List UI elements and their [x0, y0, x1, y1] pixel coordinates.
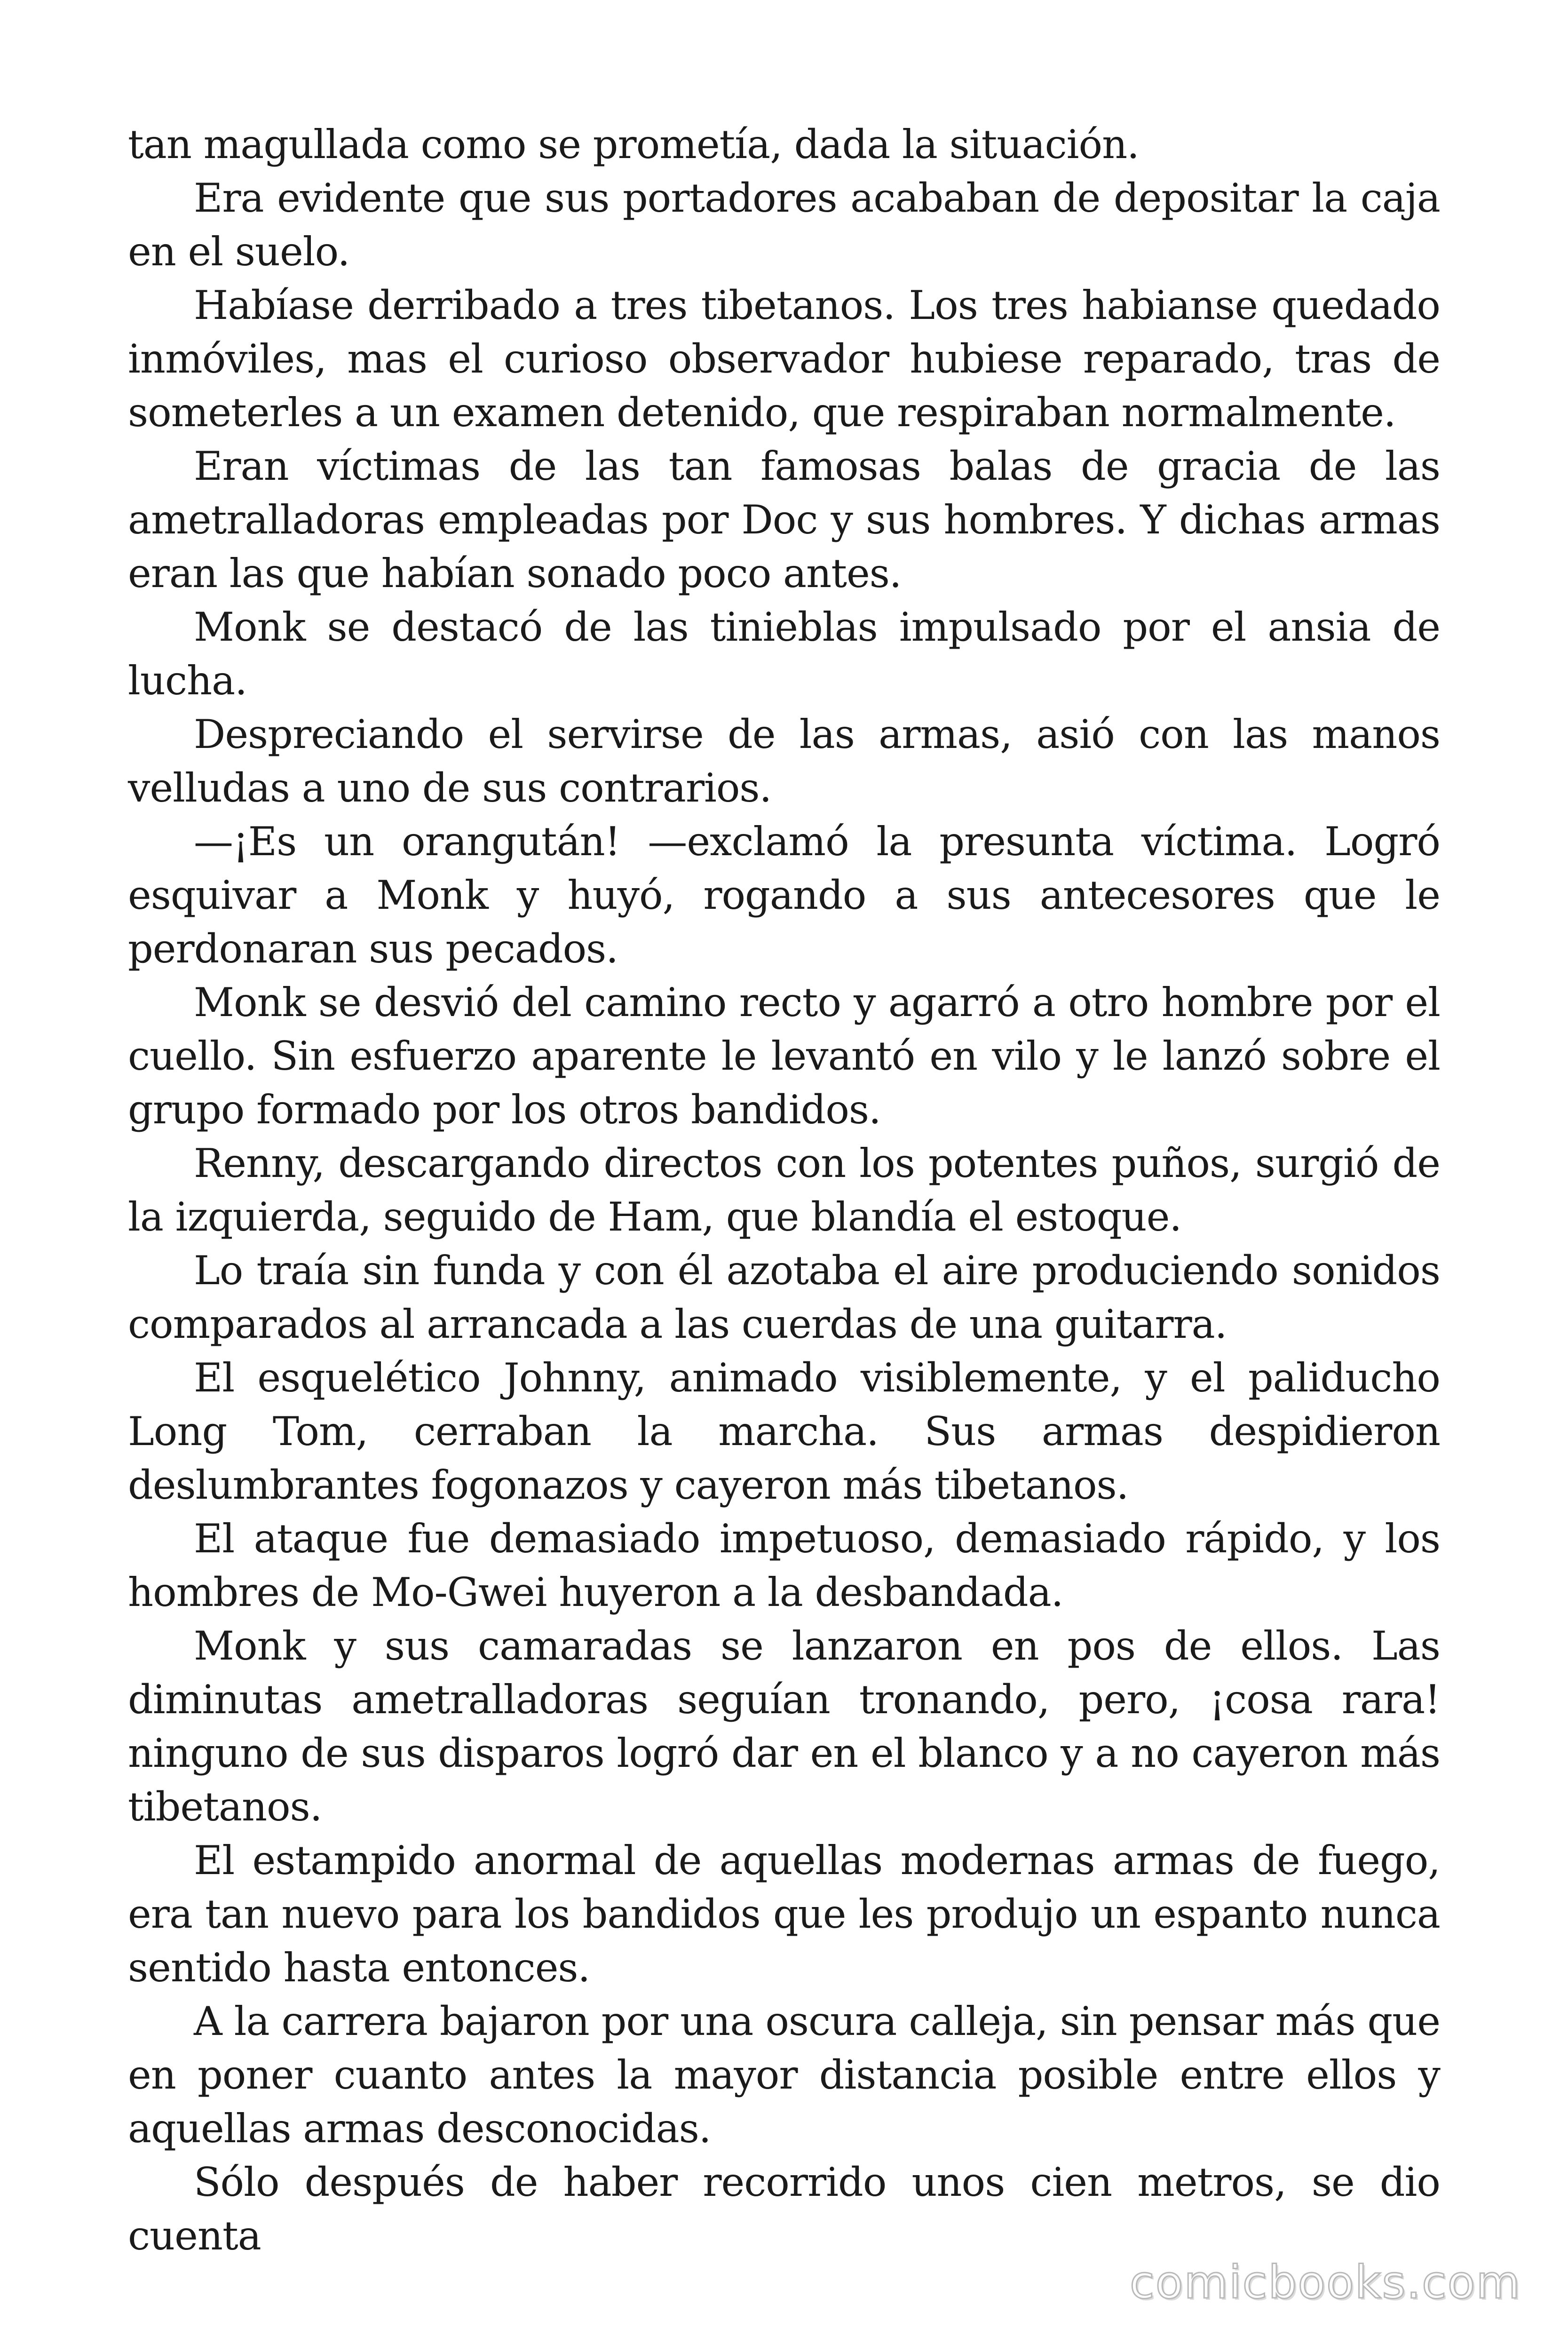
- paragraph-11: El esquelético Johnny, animado visiblemente, y el paliducho Long Tom, cerraban la marcha. Sus armas despidieron deslumbrantes fogonazos y cayeron más tibetanos.: [128, 1355, 1440, 1508]
- watermark-text: comicbooks.com: [1129, 2256, 1521, 2309]
- paragraph-4: Eran víctimas de las tan famosas balas de gracia de las ametralladoras empleadas por Doc y sus hombres. Y dichas armas eran las que habían sonado poco antes.: [128, 443, 1440, 596]
- paragraph-8: Monk se desvió del camino recto y agarró a otro hombre por el cuello. Sin esfuerzo aparente le levantó en vilo y le lanzó sobre el grupo formado por los otros bandidos.: [128, 979, 1440, 1133]
- paragraph-14: El estampido anormal de aquellas modernas armas de fuego, era tan nuevo para los bandidos que les produjo un espanto nunca sentido hasta entonces.: [128, 1837, 1440, 1991]
- paragraph-13: Monk y sus camaradas se lanzaron en pos de ellos. Las diminutas ametralladoras seguían tronando, pero, ¡cosa rara! ninguno de sus disparos logró dar en el blanco y a no cayeron más tibetanos.: [128, 1623, 1440, 1830]
- page-text: [128, 118, 1440, 2263]
- paragraph-16: Sólo después de haber recorrido unos cien metros, se dio cuenta: [128, 2159, 1440, 2259]
- paragraph-12: El ataque fue demasiado impetuoso, demasiado rápido, y los hombres de Mo-Gwei huyeron a la desbandada.: [128, 1516, 1440, 1615]
- paragraph-2: Era evidente que sus portadores acababan de depositar la caja en el suelo.: [128, 175, 1440, 275]
- paragraph-3: Habíase derribado a tres tibetanos. Los tres habianse quedado inmóviles, mas el curioso observador hubiese reparado, tras de someterles a un examen detenido, que respiraban normalmente.: [128, 282, 1440, 436]
- paragraph-7: —¡Es un orangután! —exclamó la presunta víctima. Logró esquivar a Monk y huyó, rogando a sus antecesores que le perdonaran sus pecados.: [128, 818, 1440, 972]
- paragraph-9: Renny, descargando directos con los potentes puños, surgió de la izquierda, seguido de Ham, que blandía el estoque.: [128, 1140, 1440, 1240]
- paragraph-6: Despreciando el servirse de las armas, asió con las manos velludas a uno de sus contrarios.: [128, 711, 1440, 811]
- paragraph-10: Lo traía sin funda y con él azotaba el aire produciendo sonidos comparados al arrancada a las cuerdas de una guitarra.: [128, 1248, 1440, 1347]
- paragraph-15: A la carrera bajaron por una oscura calleja, sin pensar más que en poner cuanto antes la mayor distancia posible entre ellos y aquellas armas desconocidas.: [128, 1998, 1440, 2152]
- paragraph-1: tan magullada como se prometía, dada la situación.: [128, 121, 1139, 167]
- paragraph-5: Monk se destacó de las tinieblas impulsado por el ansia de lucha.: [128, 604, 1440, 704]
